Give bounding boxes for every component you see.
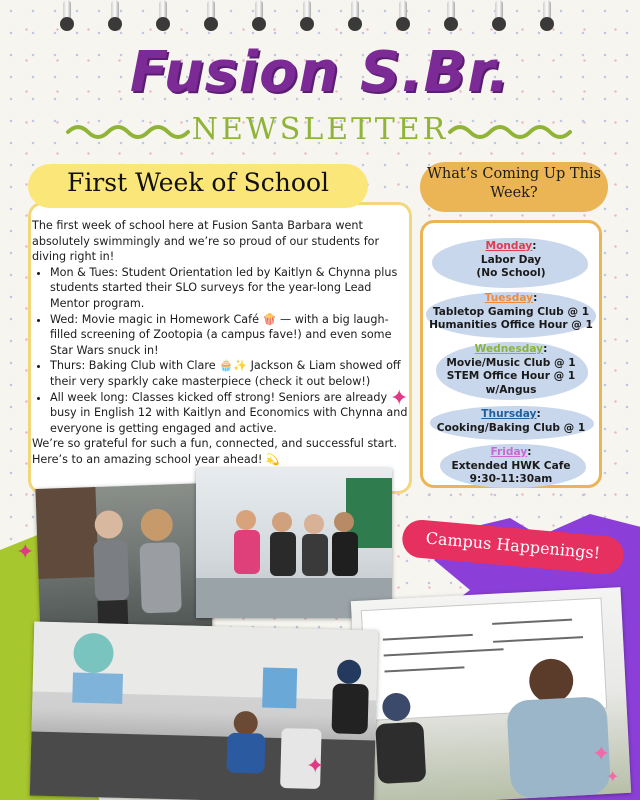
spiral-ring bbox=[540, 0, 554, 34]
spiral-ring bbox=[60, 0, 74, 34]
day-name: Friday bbox=[490, 446, 528, 458]
day-thursday: Thursday: Cooking/Baking Club @ 1 bbox=[411, 408, 611, 435]
day-event: Cooking/Baking Club @ 1 bbox=[436, 421, 586, 434]
classroom-wide-illustration bbox=[30, 622, 378, 800]
spiral-ring bbox=[348, 0, 362, 34]
sparkle-icon: ✦ bbox=[390, 386, 409, 411]
day-name: Thursday bbox=[481, 408, 537, 420]
list-item: • All week long: Classes kicked off strong! Seniors are already busy in English 12 with Kaitlyn and Economics with Chynna and everyone is getting engaged and active. bbox=[50, 390, 410, 437]
sparkle-icon: ✦ bbox=[606, 767, 620, 786]
spiral-ring bbox=[444, 0, 458, 34]
sparkle-icon: ✦ bbox=[592, 742, 611, 767]
first-week-list bbox=[32, 265, 410, 437]
newsletter-subtitle: NEWSLETTER bbox=[191, 112, 449, 147]
students-whiteboard-illustration bbox=[351, 587, 631, 800]
day-name: Tuesday bbox=[484, 292, 534, 304]
day-event: w/Angus bbox=[485, 383, 537, 396]
squiggle-left-decoration bbox=[64, 118, 194, 142]
spiral-ring bbox=[492, 0, 506, 34]
list-item: • Wed: Movie magic in Homework Café 🍿 — with a big laugh-filled screening of Zootopia (a campus fave!) and even some Star Wars snuck in! bbox=[50, 312, 410, 359]
photo-students-presenting bbox=[196, 468, 392, 618]
day-name: Wednesday bbox=[474, 343, 544, 355]
day-wednesday: Wednesday: Movie/Music Club @ 1 STEM Office Hour @ 1 w/Angus bbox=[411, 343, 611, 397]
spiral-ring bbox=[156, 0, 170, 34]
first-week-body bbox=[32, 218, 410, 468]
photo-classroom-wide bbox=[30, 622, 378, 800]
spiral-ring bbox=[204, 0, 218, 34]
spiral-ring bbox=[108, 0, 122, 34]
day-event: (No School) bbox=[476, 267, 546, 280]
list-item: • Thurs: Baking Club with Clare 🧁✨ Jackson & Liam showed off their very sparkly cake masterpiece (check it out below!) bbox=[50, 358, 410, 389]
day-tuesday: Tuesday: Tabletop Gaming Club @ 1 Humanities Office Hour @ 1 bbox=[411, 292, 611, 333]
day-event: STEM Office Hour @ 1 bbox=[446, 370, 576, 383]
sparkle-icon: ✦ bbox=[306, 754, 325, 779]
coming-up-heading: What’s Coming Up This Week? bbox=[426, 166, 601, 201]
spiral-ring bbox=[300, 0, 314, 34]
students-presenting-illustration bbox=[196, 468, 392, 618]
newsletter-title: Fusion S.Br. bbox=[129, 40, 511, 105]
first-week-closing: We’re so grateful for such a fun, connected, and successful start. Here’s to an amazing school year ahead! 💫 bbox=[32, 437, 398, 466]
photo-students-whiteboard bbox=[351, 587, 631, 800]
squiggle-right-decoration bbox=[446, 118, 576, 142]
spiral-binding bbox=[60, 0, 580, 40]
list-item: • Mon & Tues: Student Orientation led by Kaitlyn & Chynna plus students started their SLO surveys for the year-long Lead Mentor program. bbox=[50, 265, 410, 312]
day-event: Labor Day bbox=[480, 253, 542, 266]
day-name: Monday bbox=[485, 240, 533, 252]
day-event: Movie/Music Club @ 1 bbox=[446, 356, 576, 369]
campus-happenings-label: Campus Happenings! bbox=[425, 528, 601, 563]
day-event: Extended HWK Cafe bbox=[451, 459, 571, 472]
spiral-ring bbox=[396, 0, 410, 34]
day-friday: Friday: Extended HWK Cafe 9:30-11:30am bbox=[411, 446, 611, 487]
first-week-heading: First Week of School bbox=[66, 168, 330, 197]
day-event: Tabletop Gaming Club @ 1 bbox=[432, 305, 590, 318]
first-week-intro: The first week of school here at Fusion Santa Barbara went absolutely swimmingly and we’re so proud of our students for diving right in! bbox=[32, 219, 380, 264]
spiral-ring bbox=[252, 0, 266, 34]
students-selfie-illustration bbox=[35, 483, 212, 639]
day-event: Humanities Office Hour @ 1 bbox=[429, 319, 593, 332]
photo-students-selfie bbox=[35, 483, 212, 639]
sparkle-icon: ✦ bbox=[16, 540, 35, 565]
day-event: 9:30-11:30am bbox=[469, 473, 553, 486]
day-monday: Monday: Labor Day (No School) bbox=[411, 240, 611, 281]
